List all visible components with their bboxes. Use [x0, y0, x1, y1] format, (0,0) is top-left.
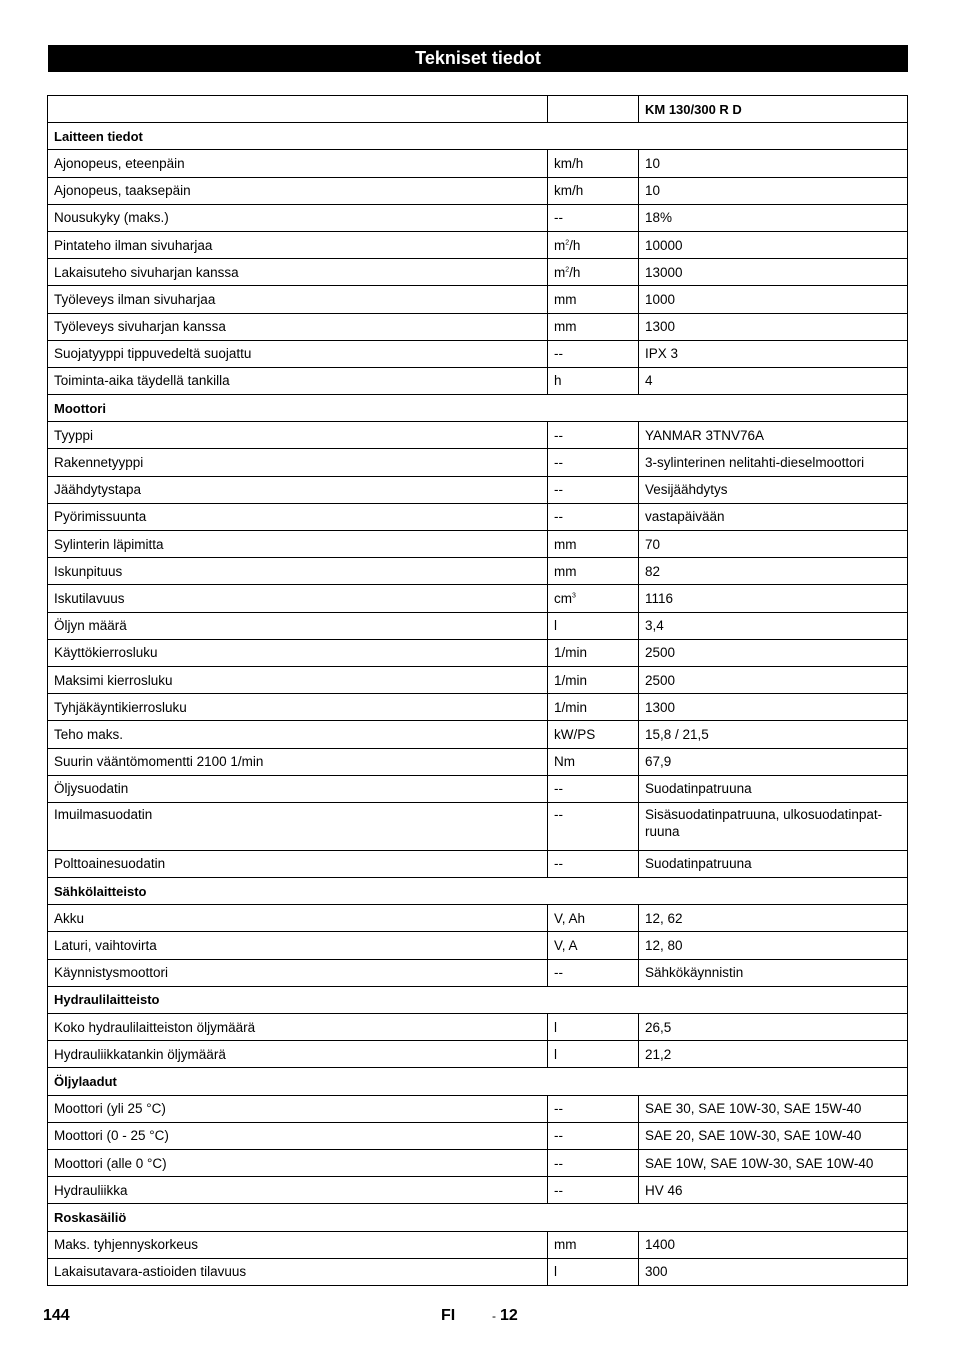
spec-value-text: 26,5 — [645, 1019, 672, 1035]
page-number: 144 — [43, 1307, 70, 1324]
spec-value-text: 300 — [645, 1264, 668, 1280]
spec-value — [639, 422, 908, 449]
spec-unit-text: km/h — [554, 155, 584, 171]
table-row — [48, 367, 908, 394]
spec-value-text: 10 — [645, 155, 661, 171]
spec-value — [639, 1122, 908, 1149]
table-row — [48, 1095, 908, 1122]
section-heading: Öljylaadut — [48, 1068, 908, 1095]
spec-unit-text: V, A — [554, 938, 578, 954]
spec-unit — [548, 775, 639, 802]
spec-unit — [548, 850, 639, 877]
spec-label: Ajonopeus, eteenpäin — [48, 150, 548, 177]
table-row — [48, 850, 908, 877]
spec-value-text: Vesijäähdytys — [645, 482, 728, 498]
table-row — [48, 775, 908, 802]
spec-value — [639, 585, 908, 612]
spec-unit-text: l — [554, 1264, 557, 1280]
table-row — [48, 585, 908, 612]
spec-value-text: 13000 — [645, 264, 683, 280]
spec-label: Hydrauliikka — [48, 1177, 548, 1204]
spec-unit-text: l — [554, 1046, 557, 1062]
spec-unit — [548, 422, 639, 449]
spec-label: Sylinterin läpimitta — [48, 531, 548, 558]
spec-unit-text: -- — [554, 856, 563, 872]
spec-label: Tyyppi — [48, 422, 548, 449]
table-row — [48, 748, 908, 775]
spec-label: Akku — [48, 905, 548, 932]
spec-value-text: 1300 — [645, 699, 676, 715]
spec-unit-text: -- — [554, 427, 563, 443]
spec-label: Teho maks. — [48, 721, 548, 748]
spec-unit — [548, 959, 639, 986]
table-row — [48, 449, 908, 476]
spec-unit — [548, 1122, 639, 1149]
spec-label: Hydrauliikkatankin öljymäärä — [48, 1041, 548, 1068]
spec-label: Imuilmasuodatin — [48, 802, 548, 850]
spec-unit-text: mm — [554, 1237, 577, 1253]
spec-value — [639, 449, 908, 476]
spec-value — [639, 340, 908, 367]
spec-value — [639, 666, 908, 693]
spec-unit — [548, 905, 639, 932]
table-row — [48, 503, 908, 530]
spec-unit — [548, 748, 639, 775]
sub-page-value: 12 — [500, 1307, 518, 1324]
spec-value — [639, 802, 908, 850]
spec-value-text: 2500 — [645, 672, 676, 688]
spec-unit-text: km/h — [554, 183, 584, 199]
spec-label: Jäähdytystapa — [48, 476, 548, 503]
section-heading: Laitteen tiedot — [48, 123, 908, 150]
spec-value-text: 1000 — [645, 291, 676, 307]
spec-unit — [548, 231, 639, 258]
spec-unit-text: -- — [554, 509, 563, 525]
spec-unit-superscript: 2 — [565, 266, 570, 274]
section-row — [48, 986, 908, 1013]
header-label-cell — [48, 96, 548, 123]
spec-value — [639, 503, 908, 530]
spec-label: Iskunpituus — [48, 558, 548, 585]
table-row — [48, 313, 908, 340]
spec-value-text: 10 — [645, 183, 661, 199]
table-row — [48, 150, 908, 177]
spec-value — [639, 1149, 908, 1176]
spec-label: Maksimi kierrosluku — [48, 666, 548, 693]
section-row — [48, 123, 908, 150]
section-heading: Sähkölaitteisto — [48, 878, 908, 905]
spec-value — [639, 231, 908, 258]
spec-label: Lakaisuteho sivuharjan kanssa — [48, 259, 548, 286]
spec-unit — [548, 1014, 639, 1041]
spec-value-text: SAE 20, SAE 10W-30, SAE 10W-40 — [645, 1128, 862, 1144]
spec-table — [47, 95, 908, 1286]
spec-label: Lakaisutavara-astioiden tilavuus — [48, 1258, 548, 1285]
spec-unit-text: m — [554, 264, 566, 280]
spec-unit — [548, 721, 639, 748]
section-heading: Moottori — [48, 395, 908, 422]
spec-unit — [548, 585, 639, 612]
spec-unit — [548, 367, 639, 394]
spec-label: Maks. tyhjennyskorkeus — [48, 1231, 548, 1258]
table-row — [48, 694, 908, 721]
section-row — [48, 1204, 908, 1231]
spec-value — [639, 259, 908, 286]
table-row — [48, 1014, 908, 1041]
spec-value — [639, 1177, 908, 1204]
spec-label: Iskutilavuus — [48, 585, 548, 612]
spec-unit — [548, 531, 639, 558]
spec-unit-superscript: 3 — [572, 592, 576, 600]
spec-value — [639, 850, 908, 877]
spec-unit-text: cm — [554, 590, 572, 606]
table-row — [48, 204, 908, 231]
spec-unit-text: -- — [554, 1128, 563, 1144]
table-row — [48, 666, 908, 693]
table-row — [48, 1258, 908, 1285]
spec-value — [639, 932, 908, 959]
spec-unit — [548, 694, 639, 721]
spec-label: Moottori (0 - 25 °C) — [48, 1122, 548, 1149]
spec-label: Käyttökierrosluku — [48, 639, 548, 666]
spec-value-text: SAE 10W, SAE 10W-30, SAE 10W-40 — [645, 1155, 874, 1171]
spec-label: Nousukyky (maks.) — [48, 204, 548, 231]
spec-label: Moottori (yli 25 °C) — [48, 1095, 548, 1122]
spec-unit-suffix: /h — [569, 264, 581, 280]
spec-unit-text: -- — [554, 806, 563, 822]
spec-value — [639, 721, 908, 748]
spec-unit-text: -- — [554, 455, 563, 471]
spec-unit-text: -- — [554, 1101, 563, 1117]
spec-label: Polttoainesuodatin — [48, 850, 548, 877]
spec-unit-text: V, Ah — [554, 910, 586, 926]
section-heading: Roskasäiliö — [48, 1204, 908, 1231]
spec-unit-text: -- — [554, 210, 563, 226]
spec-value-text: 12, 80 — [645, 938, 683, 954]
spec-value-text: Suodatinpatruuna — [645, 856, 752, 872]
spec-value — [639, 612, 908, 639]
spec-unit — [548, 1095, 639, 1122]
spec-unit — [548, 449, 639, 476]
spec-value — [639, 367, 908, 394]
spec-label: Koko hydraulilaitteiston öljymäärä — [48, 1014, 548, 1041]
spec-value-text: SAE 30, SAE 10W-30, SAE 15W-40 — [645, 1101, 862, 1117]
spec-unit — [548, 286, 639, 313]
spec-value — [639, 775, 908, 802]
spec-value-text: 12, 62 — [645, 910, 683, 926]
spec-unit — [548, 150, 639, 177]
spec-value — [639, 531, 908, 558]
table-row — [48, 1149, 908, 1176]
spec-value — [639, 1095, 908, 1122]
table-row — [48, 1231, 908, 1258]
spec-unit-text: -- — [554, 1155, 563, 1171]
spec-value-text: Sähkökäynnistin — [645, 965, 744, 981]
spec-unit-text: kW/PS — [554, 726, 596, 742]
spec-value-text: 2500 — [645, 645, 676, 661]
spec-label: Pyörimissuunta — [48, 503, 548, 530]
spec-value — [639, 286, 908, 313]
spec-value — [639, 748, 908, 775]
table-row — [48, 612, 908, 639]
spec-value-text: 3,4 — [645, 618, 664, 634]
spec-label: Suojatyyppi tippuvedeltä suojattu — [48, 340, 548, 367]
table-row — [48, 905, 908, 932]
spec-value — [639, 1041, 908, 1068]
spec-unit — [548, 558, 639, 585]
spec-label: Ajonopeus, taaksepäin — [48, 177, 548, 204]
spec-value-text: HV 46 — [645, 1182, 683, 1198]
header-unit-cell — [548, 96, 639, 123]
spec-value-text: 1300 — [645, 319, 676, 335]
spec-label: Toiminta-aika täydellä tankilla — [48, 367, 548, 394]
spec-label: Tyhjäkäyntikierrosluku — [48, 694, 548, 721]
spec-value — [639, 313, 908, 340]
spec-unit — [548, 932, 639, 959]
spec-value — [639, 905, 908, 932]
spec-unit-text: -- — [554, 482, 563, 498]
spec-unit — [548, 340, 639, 367]
spec-unit — [548, 639, 639, 666]
spec-unit-text: 1/min — [554, 672, 588, 688]
spec-value-text: IPX 3 — [645, 346, 679, 362]
spec-unit-text: h — [554, 373, 562, 389]
table-row — [48, 1041, 908, 1068]
spec-value-text: vastapäivään — [645, 509, 725, 525]
spec-value-text-line2: ruuna — [645, 823, 680, 839]
spec-value-text: 10000 — [645, 237, 683, 253]
spec-unit-text: Nm — [554, 754, 575, 770]
page-title: Tekniset tiedot — [48, 45, 908, 72]
spec-unit — [548, 666, 639, 693]
spec-unit-text: -- — [554, 1182, 563, 1198]
spec-unit-text: -- — [554, 781, 563, 797]
spec-unit — [548, 503, 639, 530]
spec-value-text: 18% — [645, 210, 673, 226]
table-row — [48, 721, 908, 748]
spec-label: Pintateho ilman sivuharjaa — [48, 231, 548, 258]
table-row — [48, 558, 908, 585]
spec-unit — [548, 612, 639, 639]
spec-value-text: Sisäsuodatinpatruuna, ulkosuodatinpat- — [645, 806, 883, 822]
spec-label: Öljyn määrä — [48, 612, 548, 639]
spec-value — [639, 558, 908, 585]
spec-unit-text: l — [554, 1019, 557, 1035]
spec-unit-text: mm — [554, 319, 577, 335]
spec-unit — [548, 1041, 639, 1068]
spec-label: Työleveys ilman sivuharjaa — [48, 286, 548, 313]
spec-unit — [548, 476, 639, 503]
spec-value-text: 15,8 / 21,5 — [645, 726, 709, 742]
table-row — [48, 1177, 908, 1204]
table-row — [48, 286, 908, 313]
spec-label: Työleveys sivuharjan kanssa — [48, 313, 548, 340]
sub-page-number — [492, 1307, 518, 1325]
language-code: FI — [441, 1307, 456, 1324]
spec-unit — [548, 177, 639, 204]
spec-value-text: 67,9 — [645, 754, 672, 770]
sub-page-dash: - — [492, 1309, 496, 1323]
spec-value — [639, 1258, 908, 1285]
spec-unit-text: mm — [554, 563, 577, 579]
spec-unit — [548, 204, 639, 231]
spec-unit-suffix: /h — [569, 237, 581, 253]
spec-unit-text: mm — [554, 291, 577, 307]
spec-unit-text: m — [554, 237, 566, 253]
spec-value — [639, 150, 908, 177]
spec-unit-text: -- — [554, 346, 563, 362]
spec-unit-text: mm — [554, 536, 577, 552]
table-header-row — [48, 96, 908, 123]
spec-value — [639, 1014, 908, 1041]
spec-unit-superscript: 2 — [565, 239, 570, 247]
header-model: KM 130/300 R D — [639, 96, 908, 123]
section-row — [48, 878, 908, 905]
spec-value-text: 82 — [645, 563, 661, 579]
table-row — [48, 476, 908, 503]
spec-unit — [548, 1177, 639, 1204]
table-row — [48, 531, 908, 558]
spec-unit-text: 1/min — [554, 645, 588, 661]
spec-unit — [548, 1258, 639, 1285]
spec-label: Moottori (alle 0 °C) — [48, 1149, 548, 1176]
spec-value — [639, 694, 908, 721]
spec-unit — [548, 259, 639, 286]
spec-label: Öljysuodatin — [48, 775, 548, 802]
spec-value-text: 70 — [645, 536, 661, 552]
spec-value — [639, 177, 908, 204]
spec-value-text: 4 — [645, 373, 653, 389]
spec-value-text: 1116 — [645, 590, 674, 606]
table-row — [48, 177, 908, 204]
spec-value-text: 1400 — [645, 1237, 676, 1253]
spec-value-text: 21,2 — [645, 1046, 672, 1062]
table-row — [48, 259, 908, 286]
spec-label: Laturi, vaihtovirta — [48, 932, 548, 959]
spec-value-text: Suodatinpatruuna — [645, 781, 752, 797]
section-row — [48, 1068, 908, 1095]
table-row — [48, 802, 908, 850]
spec-unit-text: -- — [554, 965, 563, 981]
spec-unit — [548, 313, 639, 340]
table-row — [48, 639, 908, 666]
spec-unit — [548, 1231, 639, 1258]
table-row — [48, 231, 908, 258]
spec-value — [639, 204, 908, 231]
spec-value-text: 3-sylinterinen nelitahti-dieselmoottori — [645, 455, 865, 471]
spec-value — [639, 959, 908, 986]
table-row — [48, 422, 908, 449]
table-row — [48, 932, 908, 959]
spec-value-text: YANMAR 3TNV76A — [645, 427, 765, 443]
table-row — [48, 340, 908, 367]
spec-label: Rakennetyyppi — [48, 449, 548, 476]
table-row — [48, 1122, 908, 1149]
spec-value — [639, 639, 908, 666]
spec-label: Käynnistysmoottori — [48, 959, 548, 986]
section-row — [48, 395, 908, 422]
section-heading: Hydraulilaitteisto — [48, 986, 908, 1013]
spec-unit-text: l — [554, 618, 557, 634]
spec-value — [639, 1231, 908, 1258]
spec-unit-text: 1/min — [554, 699, 588, 715]
spec-unit — [548, 802, 639, 850]
spec-value — [639, 476, 908, 503]
spec-label: Suurin vääntömomentti 2100 1/min — [48, 748, 548, 775]
table-row — [48, 959, 908, 986]
spec-unit — [548, 1149, 639, 1176]
